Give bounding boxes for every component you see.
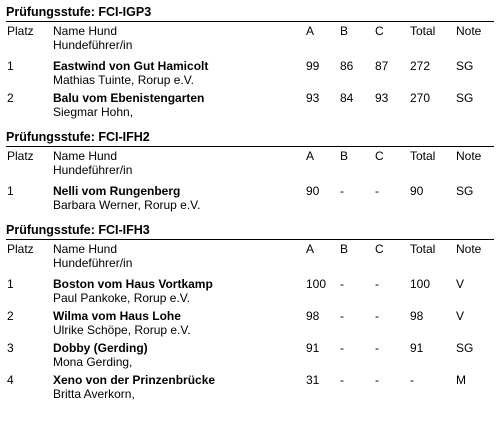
score-c: -: [375, 277, 379, 291]
row-name: [53, 184, 200, 212]
section-ifh3: [6, 223, 494, 403]
header-b: B: [340, 242, 349, 256]
header-note: Note: [456, 242, 482, 256]
header-name: [53, 24, 132, 52]
grade-note: V: [456, 277, 465, 291]
handler-name: Siegmar Hohn,: [53, 105, 134, 119]
grade-note: SG: [456, 341, 474, 355]
handler-name: Britta Averkorn,: [53, 387, 135, 401]
header-note: Note: [456, 149, 482, 163]
row-platz: 2: [7, 309, 14, 323]
row-platz: 2: [7, 91, 14, 105]
header-platz: Platz: [7, 242, 34, 256]
score-b: -: [340, 373, 344, 387]
section-title: Prüfungsstufe: FCI-IFH3: [6, 223, 494, 240]
score-c: -: [375, 184, 379, 198]
header-handler: Hundeführer/in: [53, 38, 133, 52]
score-total: 270: [410, 91, 431, 105]
score-b: 84: [340, 91, 354, 105]
header-c: C: [375, 149, 384, 163]
header-a: A: [306, 149, 315, 163]
score-a: 93: [306, 91, 320, 105]
row-name: [53, 277, 213, 305]
row-name: [53, 59, 208, 87]
header-dog: Name Hund: [53, 242, 118, 256]
table-header: [6, 240, 494, 269]
handler-name: Mona Gerding,: [53, 355, 133, 369]
score-b: -: [340, 341, 344, 355]
header-platz: Platz: [7, 149, 34, 163]
score-b: -: [340, 277, 344, 291]
header-c: C: [375, 24, 384, 38]
score-b: -: [340, 184, 344, 198]
score-total: 91: [410, 341, 424, 355]
score-total: 98: [410, 309, 424, 323]
table-row: [6, 182, 494, 214]
score-total: -: [410, 373, 414, 387]
score-a: 100: [306, 277, 327, 291]
row-name: [53, 373, 215, 401]
dog-name: Xeno von der Prinzenbrücke: [53, 373, 216, 387]
handler-name: Barbara Werner, Rorup e.V.: [53, 198, 201, 212]
header-dog: Name Hund: [53, 149, 118, 163]
table-row: [6, 275, 494, 307]
header-note: Note: [456, 24, 482, 38]
score-c: -: [375, 341, 379, 355]
table-row: [6, 89, 494, 121]
handler-name: Ulrike Schöpe, Rorup e.V.: [53, 323, 191, 337]
dog-name: Balu vom Ebenistengarten: [53, 91, 205, 105]
dog-name: Wilma vom Haus Lohe: [53, 309, 181, 323]
score-c: -: [375, 309, 379, 323]
score-b: -: [340, 309, 344, 323]
dog-name: Dobby (Gerding): [53, 341, 148, 355]
row-name: [53, 309, 191, 337]
table-row: [6, 57, 494, 89]
table-row: [6, 371, 494, 403]
grade-note: M: [456, 373, 466, 387]
header-b: B: [340, 24, 349, 38]
row-platz: 3: [7, 341, 14, 355]
score-a: 99: [306, 59, 320, 73]
header-handler: Hundeführer/in: [53, 163, 133, 177]
header-a: A: [306, 24, 315, 38]
dog-name: Nelli vom Rungenberg: [53, 184, 181, 198]
score-b: 86: [340, 59, 354, 73]
section-title: Prüfungsstufe: FCI-IGP3: [6, 5, 494, 22]
row-platz: 4: [7, 373, 14, 387]
section-title: Prüfungsstufe: FCI-IFH2: [6, 130, 494, 147]
header-b: B: [340, 149, 349, 163]
score-total: 272: [410, 59, 431, 73]
grade-note: V: [456, 309, 465, 323]
header-total: Total: [410, 149, 436, 163]
header-name: [53, 149, 132, 177]
section-ifh2: [6, 130, 494, 214]
dog-name: Boston vom Haus Vortkamp: [53, 277, 213, 291]
row-name: [53, 341, 148, 369]
row-name: [53, 91, 204, 119]
header-name: [53, 242, 132, 270]
header-handler: Hundeführer/in: [53, 256, 133, 270]
table-header: [6, 147, 494, 176]
header-platz: Platz: [7, 24, 34, 38]
table-header: [6, 22, 494, 51]
grade-note: SG: [456, 91, 474, 105]
handler-name: Mathias Tuinte, Rorup e.V.: [53, 73, 194, 87]
table-row: [6, 307, 494, 339]
table-row: [6, 339, 494, 371]
score-a: 98: [306, 309, 320, 323]
grade-note: SG: [456, 184, 474, 198]
score-c: 87: [375, 59, 389, 73]
section-igp3: [6, 5, 494, 121]
score-a: 31: [306, 373, 320, 387]
score-a: 90: [306, 184, 320, 198]
row-platz: 1: [7, 184, 14, 198]
results-document: [6, 5, 494, 412]
handler-name: Paul Pankoke, Rorup e.V.: [53, 291, 190, 305]
header-total: Total: [410, 24, 436, 38]
score-c: -: [375, 373, 379, 387]
score-a: 91: [306, 341, 320, 355]
row-platz: 1: [7, 277, 14, 291]
header-c: C: [375, 242, 384, 256]
header-total: Total: [410, 242, 436, 256]
dog-name: Eastwind von Gut Hamicolt: [53, 59, 209, 73]
score-c: 93: [375, 91, 389, 105]
grade-note: SG: [456, 59, 474, 73]
score-total: 100: [410, 277, 431, 291]
header-a: A: [306, 242, 315, 256]
row-platz: 1: [7, 59, 14, 73]
header-dog: Name Hund: [53, 24, 118, 38]
score-total: 90: [410, 184, 424, 198]
